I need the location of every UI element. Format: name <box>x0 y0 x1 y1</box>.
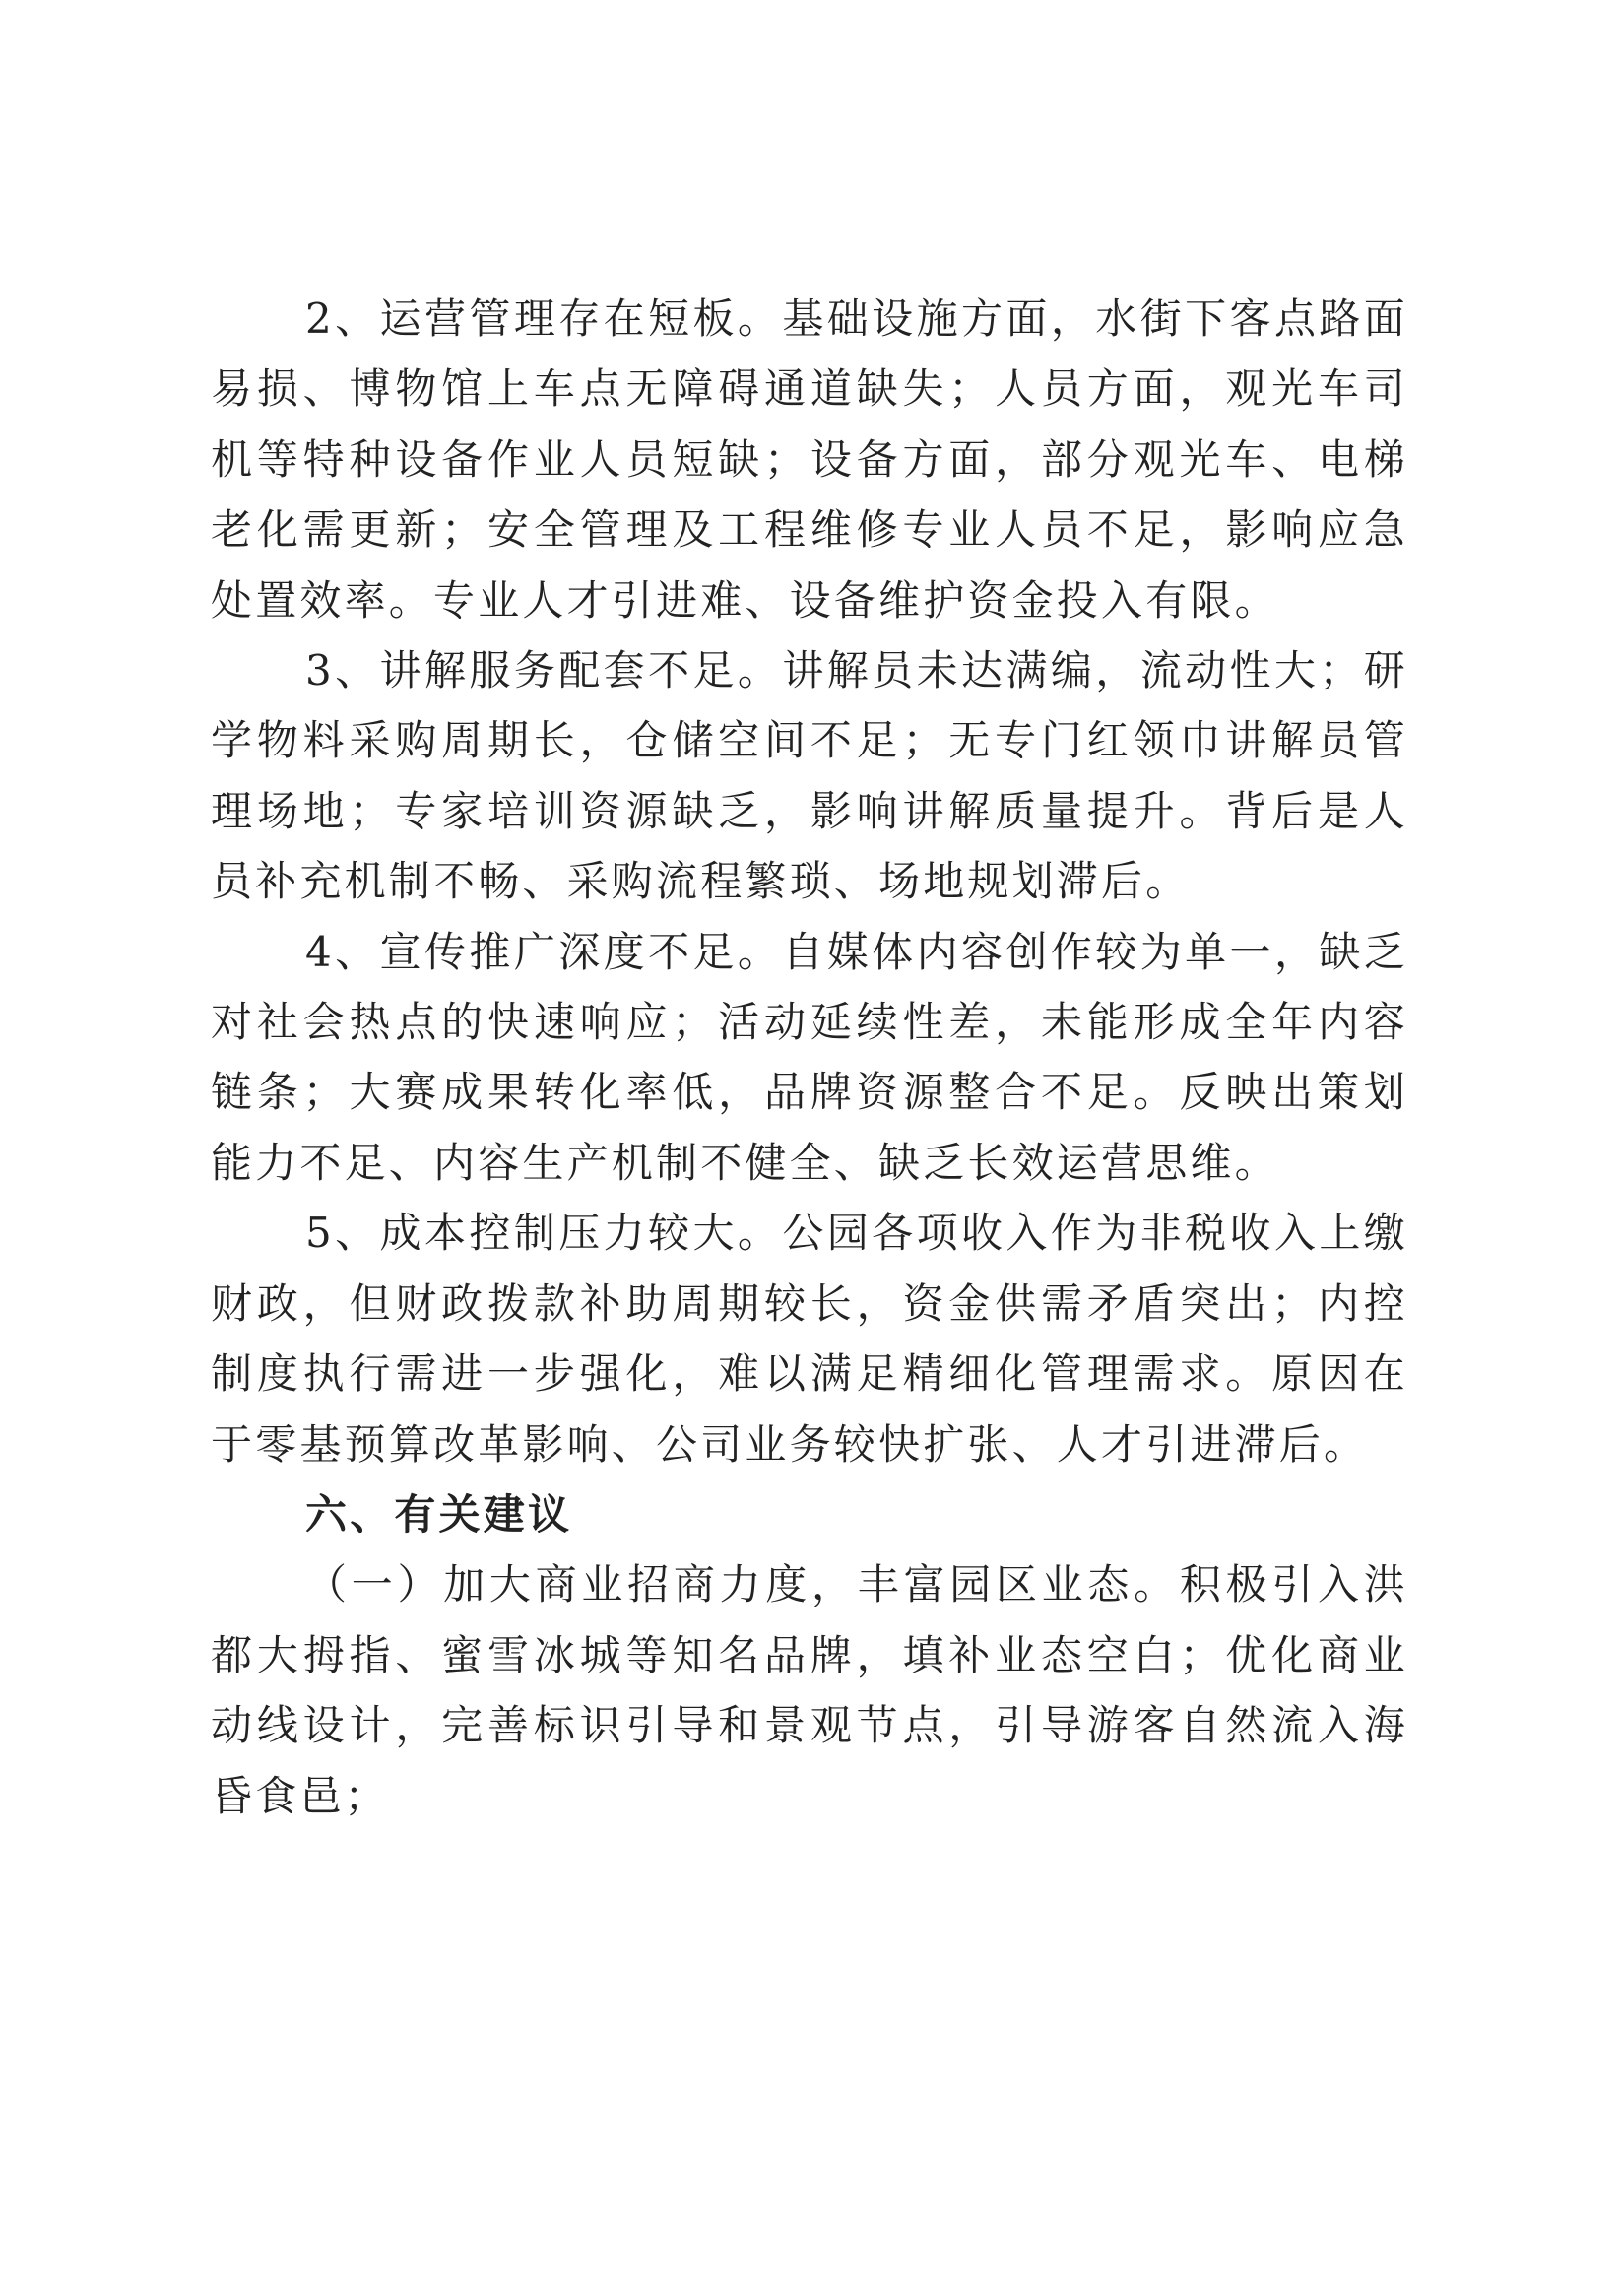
paragraph-publicity: 4、宣传推广深度不足。自媒体内容创作较为单一，缺乏对社会热点的快速响应；活动延续性差，未能形成全年内容链条；大赛成果转化率低，品牌资源整合不足。反映出策划能力不足、内容生产机制不健全、缺乏长效运营思维。 <box>211 927 1408 1187</box>
paragraph-guide-services: 3、讲解服务配套不足。讲解员未达满编，流动性大；研学物料采购周期长，仓储空间不足；无专门红领巾讲解员管理场地；专家培训资源缺乏，影响讲解质量提升。背后是人员补充机制不畅、采购流程繁琐、场地规划滞后。 <box>211 646 1408 906</box>
paragraph-cost-control: 5、成本控制压力较大。公园各项收入作为非税收入上缴财政，但财政拨款补助周期较长，资金供需矛盾突出；内控制度执行需进一步强化，难以满足精细化管理需求。原因在于零基预算改革影响、公司业务较快扩张、人才引进滞后。 <box>211 1209 1408 1469</box>
section-heading-suggestions: 六、有关建议 <box>305 1489 573 1539</box>
paragraph-suggestion-1: （一）加大商业招商力度，丰富园区业态。积极引入洪都大拇指、蜜雪冰城等知名品牌，填补业态空白；优化商业动线设计，完善标识引导和景观节点，引导游客自然流入海昏食邑； <box>211 1560 1408 1820</box>
document-body <box>211 284 1408 1831</box>
paragraph-operations-management: 2、运营管理存在短板。基础设施方面，水街下客点路面易损、博物馆上车点无障碍通道缺失；人员方面，观光车司机等特种设备作业人员短缺；设备方面，部分观光车、电梯老化需更新；安全管理及工程维修专业人员不足，影响应急处置效率。专业人才引进难、设备维护资金投入有限。 <box>211 295 1408 624</box>
